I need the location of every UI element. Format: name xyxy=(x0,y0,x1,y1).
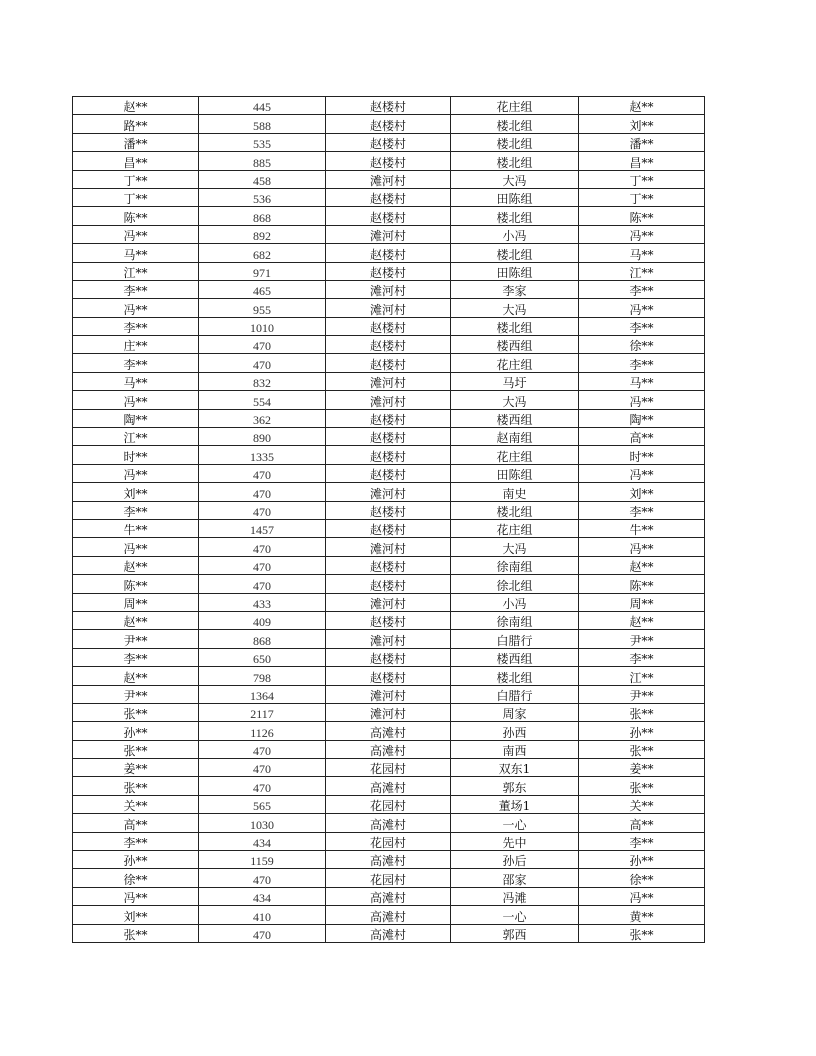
cell-village: 滩河村 xyxy=(326,538,451,556)
cell-village: 滩河村 xyxy=(326,630,451,648)
cell-amount: 409 xyxy=(199,611,326,629)
cell-amount: 1010 xyxy=(199,317,326,335)
cell-name: 张** xyxy=(73,703,199,721)
cell-representative: 李** xyxy=(579,354,705,372)
cell-amount: 470 xyxy=(199,538,326,556)
cell-name: 陶** xyxy=(73,409,199,427)
cell-representative: 冯** xyxy=(579,299,705,317)
table-row xyxy=(73,280,705,298)
cell-amount: 470 xyxy=(199,556,326,574)
cell-name: 马** xyxy=(73,372,199,390)
cell-amount: 470 xyxy=(199,777,326,795)
table-row xyxy=(73,519,705,537)
cell-group: 田陈组 xyxy=(451,464,579,482)
cell-amount: 410 xyxy=(199,906,326,924)
cell-village: 赵楼村 xyxy=(326,115,451,133)
cell-name: 庄** xyxy=(73,336,199,354)
cell-group: 花庄组 xyxy=(451,446,579,464)
table-row xyxy=(73,244,705,262)
table-row xyxy=(73,97,705,115)
cell-village: 滩河村 xyxy=(326,225,451,243)
cell-village: 高滩村 xyxy=(326,906,451,924)
cell-representative: 张** xyxy=(579,777,705,795)
cell-village: 赵楼村 xyxy=(326,556,451,574)
cell-group: 楼北组 xyxy=(451,667,579,685)
cell-group: 花庄组 xyxy=(451,97,579,115)
cell-name: 李** xyxy=(73,280,199,298)
cell-representative: 陈** xyxy=(579,207,705,225)
cell-amount: 832 xyxy=(199,372,326,390)
cell-representative: 黄** xyxy=(579,906,705,924)
cell-amount: 536 xyxy=(199,188,326,206)
cell-name: 冯** xyxy=(73,391,199,409)
cell-name: 张** xyxy=(73,740,199,758)
cell-representative: 马** xyxy=(579,244,705,262)
cell-representative: 江** xyxy=(579,667,705,685)
cell-representative: 丁** xyxy=(579,188,705,206)
cell-group: 田陈组 xyxy=(451,262,579,280)
cell-group: 小冯 xyxy=(451,225,579,243)
cell-name: 尹** xyxy=(73,685,199,703)
cell-group: 白腊行 xyxy=(451,685,579,703)
table-row xyxy=(73,170,705,188)
cell-name: 刘** xyxy=(73,906,199,924)
cell-representative: 徐** xyxy=(579,336,705,354)
cell-representative: 昌** xyxy=(579,152,705,170)
cell-name: 赵** xyxy=(73,667,199,685)
cell-group: 楼西组 xyxy=(451,336,579,354)
cell-name: 冯** xyxy=(73,887,199,905)
cell-name: 张** xyxy=(73,777,199,795)
cell-village: 赵楼村 xyxy=(326,501,451,519)
cell-representative: 丁** xyxy=(579,170,705,188)
cell-village: 滩河村 xyxy=(326,280,451,298)
cell-amount: 1457 xyxy=(199,519,326,537)
cell-village: 滩河村 xyxy=(326,593,451,611)
cell-group: 冯滩 xyxy=(451,887,579,905)
table-row xyxy=(73,299,705,317)
cell-name: 关** xyxy=(73,795,199,813)
table-row xyxy=(73,832,705,850)
cell-group: 白腊行 xyxy=(451,630,579,648)
cell-group: 一心 xyxy=(451,906,579,924)
cell-name: 周** xyxy=(73,593,199,611)
cell-village: 赵楼村 xyxy=(326,97,451,115)
cell-name: 刘** xyxy=(73,483,199,501)
table-row xyxy=(73,611,705,629)
cell-village: 赵楼村 xyxy=(326,575,451,593)
cell-group: 花庄组 xyxy=(451,519,579,537)
cell-village: 高滩村 xyxy=(326,740,451,758)
roster-table xyxy=(72,96,705,943)
cell-village: 滩河村 xyxy=(326,391,451,409)
table-row xyxy=(73,538,705,556)
table-row xyxy=(73,501,705,519)
cell-name: 江** xyxy=(73,428,199,446)
table-row xyxy=(73,133,705,151)
cell-amount: 798 xyxy=(199,667,326,685)
cell-representative: 张** xyxy=(579,703,705,721)
cell-representative: 张** xyxy=(579,740,705,758)
cell-amount: 470 xyxy=(199,869,326,887)
cell-amount: 458 xyxy=(199,170,326,188)
cell-name: 牛** xyxy=(73,519,199,537)
cell-amount: 433 xyxy=(199,593,326,611)
table-row xyxy=(73,869,705,887)
cell-representative: 潘** xyxy=(579,133,705,151)
cell-amount: 885 xyxy=(199,152,326,170)
table-row xyxy=(73,336,705,354)
cell-village: 滩河村 xyxy=(326,703,451,721)
cell-name: 丁** xyxy=(73,170,199,188)
cell-representative: 徐** xyxy=(579,869,705,887)
cell-representative: 李** xyxy=(579,832,705,850)
cell-group: 徐北组 xyxy=(451,575,579,593)
table-row xyxy=(73,777,705,795)
cell-amount: 470 xyxy=(199,336,326,354)
cell-amount: 868 xyxy=(199,630,326,648)
cell-amount: 465 xyxy=(199,280,326,298)
table-row xyxy=(73,667,705,685)
cell-village: 赵楼村 xyxy=(326,354,451,372)
cell-name: 李** xyxy=(73,501,199,519)
cell-name: 李** xyxy=(73,354,199,372)
cell-amount: 892 xyxy=(199,225,326,243)
cell-representative: 赵** xyxy=(579,556,705,574)
cell-group: 大冯 xyxy=(451,538,579,556)
cell-village: 高滩村 xyxy=(326,851,451,869)
cell-group: 楼北组 xyxy=(451,133,579,151)
cell-amount: 470 xyxy=(199,354,326,372)
cell-amount: 470 xyxy=(199,575,326,593)
cell-name: 高** xyxy=(73,814,199,832)
table-row xyxy=(73,391,705,409)
table-row xyxy=(73,722,705,740)
cell-group: 孙西 xyxy=(451,722,579,740)
cell-amount: 470 xyxy=(199,464,326,482)
cell-representative: 张** xyxy=(579,924,705,942)
cell-amount: 2117 xyxy=(199,703,326,721)
cell-representative: 李** xyxy=(579,317,705,335)
cell-group: 双东1 xyxy=(451,759,579,777)
cell-name: 冯** xyxy=(73,538,199,556)
cell-village: 滩河村 xyxy=(326,685,451,703)
table-row xyxy=(73,575,705,593)
cell-village: 高滩村 xyxy=(326,777,451,795)
cell-representative: 陶** xyxy=(579,409,705,427)
table-row xyxy=(73,906,705,924)
cell-representative: 尹** xyxy=(579,630,705,648)
cell-village: 高滩村 xyxy=(326,814,451,832)
cell-representative: 冯** xyxy=(579,391,705,409)
cell-name: 赵** xyxy=(73,611,199,629)
cell-representative: 李** xyxy=(579,280,705,298)
cell-name: 冯** xyxy=(73,299,199,317)
cell-group: 南史 xyxy=(451,483,579,501)
cell-amount: 682 xyxy=(199,244,326,262)
cell-village: 赵楼村 xyxy=(326,464,451,482)
cell-group: 赵南组 xyxy=(451,428,579,446)
cell-group: 马圩 xyxy=(451,372,579,390)
table-row xyxy=(73,851,705,869)
cell-representative: 赵** xyxy=(579,97,705,115)
cell-name: 江** xyxy=(73,262,199,280)
cell-name: 丁** xyxy=(73,188,199,206)
cell-group: 孙后 xyxy=(451,851,579,869)
cell-amount: 588 xyxy=(199,115,326,133)
cell-village: 赵楼村 xyxy=(326,667,451,685)
cell-representative: 关** xyxy=(579,795,705,813)
cell-amount: 470 xyxy=(199,740,326,758)
table-row xyxy=(73,740,705,758)
cell-name: 张** xyxy=(73,924,199,942)
cell-group: 小冯 xyxy=(451,593,579,611)
roster-table-body xyxy=(73,97,705,943)
table-row xyxy=(73,556,705,574)
cell-village: 高滩村 xyxy=(326,887,451,905)
cell-village: 花园村 xyxy=(326,795,451,813)
cell-amount: 1364 xyxy=(199,685,326,703)
cell-amount: 470 xyxy=(199,483,326,501)
cell-name: 昌** xyxy=(73,152,199,170)
cell-amount: 554 xyxy=(199,391,326,409)
cell-village: 赵楼村 xyxy=(326,409,451,427)
cell-village: 赵楼村 xyxy=(326,446,451,464)
cell-village: 滩河村 xyxy=(326,170,451,188)
cell-representative: 孙** xyxy=(579,722,705,740)
cell-village: 高滩村 xyxy=(326,722,451,740)
cell-name: 路** xyxy=(73,115,199,133)
cell-amount: 971 xyxy=(199,262,326,280)
cell-group: 李家 xyxy=(451,280,579,298)
cell-group: 徐南组 xyxy=(451,611,579,629)
table-row xyxy=(73,372,705,390)
table-row xyxy=(73,409,705,427)
cell-amount: 434 xyxy=(199,887,326,905)
table-row xyxy=(73,630,705,648)
table-row xyxy=(73,262,705,280)
cell-representative: 牛** xyxy=(579,519,705,537)
cell-group: 郭东 xyxy=(451,777,579,795)
cell-village: 赵楼村 xyxy=(326,611,451,629)
cell-representative: 高** xyxy=(579,428,705,446)
cell-village: 赵楼村 xyxy=(326,188,451,206)
table-row xyxy=(73,115,705,133)
cell-group: 楼北组 xyxy=(451,501,579,519)
cell-representative: 孙** xyxy=(579,851,705,869)
cell-group: 大冯 xyxy=(451,391,579,409)
cell-amount: 650 xyxy=(199,648,326,666)
cell-village: 花园村 xyxy=(326,832,451,850)
table-row xyxy=(73,464,705,482)
cell-representative: 高** xyxy=(579,814,705,832)
table-row xyxy=(73,924,705,942)
table-row xyxy=(73,225,705,243)
cell-name: 赵** xyxy=(73,97,199,115)
cell-name: 尹** xyxy=(73,630,199,648)
cell-group: 楼北组 xyxy=(451,152,579,170)
cell-village: 赵楼村 xyxy=(326,207,451,225)
cell-group: 楼北组 xyxy=(451,207,579,225)
cell-amount: 1159 xyxy=(199,851,326,869)
cell-name: 李** xyxy=(73,648,199,666)
cell-representative: 时** xyxy=(579,446,705,464)
cell-representative: 江** xyxy=(579,262,705,280)
cell-amount: 868 xyxy=(199,207,326,225)
table-row xyxy=(73,207,705,225)
table-row xyxy=(73,593,705,611)
cell-group: 南西 xyxy=(451,740,579,758)
table-row xyxy=(73,317,705,335)
cell-group: 楼西组 xyxy=(451,409,579,427)
cell-representative: 陈** xyxy=(579,575,705,593)
cell-group: 大冯 xyxy=(451,170,579,188)
table-row xyxy=(73,685,705,703)
cell-amount: 470 xyxy=(199,501,326,519)
cell-name: 马** xyxy=(73,244,199,262)
cell-amount: 470 xyxy=(199,759,326,777)
cell-representative: 周** xyxy=(579,593,705,611)
cell-village: 赵楼村 xyxy=(326,262,451,280)
cell-village: 高滩村 xyxy=(326,924,451,942)
cell-amount: 535 xyxy=(199,133,326,151)
cell-amount: 434 xyxy=(199,832,326,850)
cell-name: 李** xyxy=(73,832,199,850)
cell-amount: 1030 xyxy=(199,814,326,832)
cell-name: 冯** xyxy=(73,225,199,243)
cell-representative: 冯** xyxy=(579,538,705,556)
cell-representative: 李** xyxy=(579,501,705,519)
cell-name: 冯** xyxy=(73,464,199,482)
cell-amount: 1335 xyxy=(199,446,326,464)
cell-group: 周家 xyxy=(451,703,579,721)
cell-name: 孙** xyxy=(73,851,199,869)
table-row xyxy=(73,188,705,206)
cell-group: 田陈组 xyxy=(451,188,579,206)
cell-amount: 565 xyxy=(199,795,326,813)
cell-village: 赵楼村 xyxy=(326,428,451,446)
cell-name: 时** xyxy=(73,446,199,464)
cell-amount: 362 xyxy=(199,409,326,427)
table-row xyxy=(73,446,705,464)
cell-group: 花庄组 xyxy=(451,354,579,372)
cell-group: 徐南组 xyxy=(451,556,579,574)
cell-village: 花园村 xyxy=(326,759,451,777)
cell-village: 赵楼村 xyxy=(326,648,451,666)
cell-name: 潘** xyxy=(73,133,199,151)
cell-group: 楼北组 xyxy=(451,244,579,262)
cell-representative: 刘** xyxy=(579,115,705,133)
cell-representative: 冯** xyxy=(579,225,705,243)
cell-name: 徐** xyxy=(73,869,199,887)
cell-name: 陈** xyxy=(73,575,199,593)
table-row xyxy=(73,152,705,170)
table-row xyxy=(73,483,705,501)
cell-representative: 刘** xyxy=(579,483,705,501)
cell-amount: 470 xyxy=(199,924,326,942)
cell-village: 滩河村 xyxy=(326,372,451,390)
cell-village: 赵楼村 xyxy=(326,152,451,170)
cell-amount: 1126 xyxy=(199,722,326,740)
cell-village: 赵楼村 xyxy=(326,133,451,151)
cell-group: 邵家 xyxy=(451,869,579,887)
cell-village: 赵楼村 xyxy=(326,317,451,335)
cell-amount: 445 xyxy=(199,97,326,115)
cell-group: 先中 xyxy=(451,832,579,850)
table-row xyxy=(73,703,705,721)
cell-group: 楼北组 xyxy=(451,115,579,133)
cell-representative: 赵** xyxy=(579,611,705,629)
cell-name: 姜** xyxy=(73,759,199,777)
table-row xyxy=(73,795,705,813)
cell-name: 赵** xyxy=(73,556,199,574)
cell-village: 赵楼村 xyxy=(326,336,451,354)
cell-amount: 955 xyxy=(199,299,326,317)
cell-name: 陈** xyxy=(73,207,199,225)
cell-name: 李** xyxy=(73,317,199,335)
cell-village: 赵楼村 xyxy=(326,244,451,262)
cell-group: 郭西 xyxy=(451,924,579,942)
cell-group: 一心 xyxy=(451,814,579,832)
cell-village: 滩河村 xyxy=(326,483,451,501)
table-row xyxy=(73,759,705,777)
cell-representative: 冯** xyxy=(579,887,705,905)
cell-group: 楼西组 xyxy=(451,648,579,666)
cell-group: 楼北组 xyxy=(451,317,579,335)
cell-representative: 姜** xyxy=(579,759,705,777)
cell-group: 董场1 xyxy=(451,795,579,813)
cell-amount: 890 xyxy=(199,428,326,446)
table-row xyxy=(73,887,705,905)
cell-village: 花园村 xyxy=(326,869,451,887)
table-row xyxy=(73,354,705,372)
table-row xyxy=(73,428,705,446)
cell-village: 赵楼村 xyxy=(326,519,451,537)
cell-group: 大冯 xyxy=(451,299,579,317)
table-row xyxy=(73,814,705,832)
table-row xyxy=(73,648,705,666)
cell-representative: 李** xyxy=(579,648,705,666)
cell-name: 孙** xyxy=(73,722,199,740)
cell-representative: 冯** xyxy=(579,464,705,482)
cell-village: 滩河村 xyxy=(326,299,451,317)
cell-representative: 马** xyxy=(579,372,705,390)
cell-representative: 尹** xyxy=(579,685,705,703)
